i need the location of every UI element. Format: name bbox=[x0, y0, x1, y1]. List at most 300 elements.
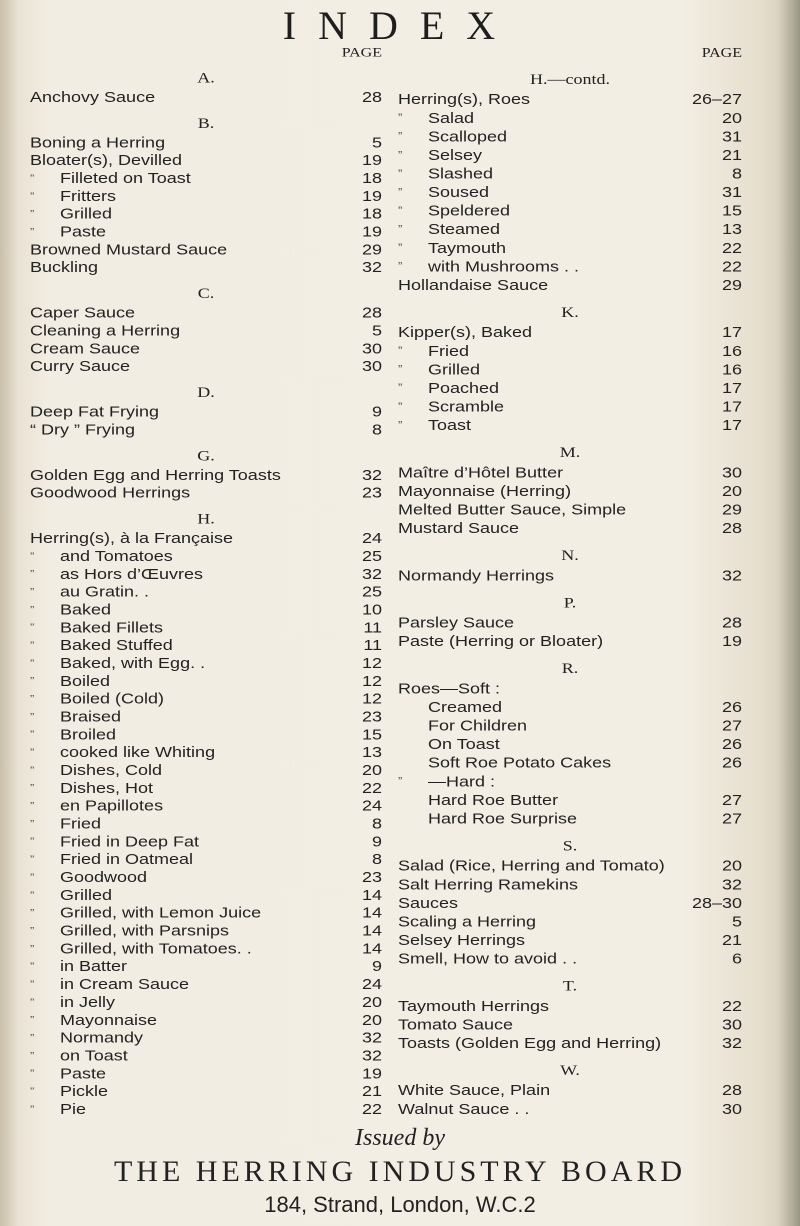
entry-text: Goodwood bbox=[60, 869, 148, 886]
entry-page-number: 32 bbox=[361, 1047, 382, 1064]
index-entry bbox=[398, 856, 742, 875]
entry-page-number: 25 bbox=[361, 583, 382, 600]
entry-text: Buckling bbox=[30, 259, 99, 276]
entry-text: Creamed bbox=[428, 698, 503, 716]
index-entry bbox=[30, 957, 382, 975]
entry-page-number: 30 bbox=[361, 340, 382, 357]
entry-text: Salad bbox=[428, 109, 475, 127]
index-entry bbox=[30, 618, 382, 636]
index-entry bbox=[30, 88, 382, 106]
index-column-left bbox=[30, 46, 382, 1118]
entry-page-number: 16 bbox=[721, 342, 742, 360]
section-letter: P. bbox=[563, 593, 577, 611]
entry-text: Boiled bbox=[60, 672, 111, 690]
index-entry bbox=[30, 258, 382, 276]
entry-page-number: 20 bbox=[721, 109, 742, 127]
ditto-mark: ” bbox=[30, 870, 35, 883]
entry-page-number: 15 bbox=[361, 726, 382, 743]
entry-text: Herring(s), Roes bbox=[398, 90, 531, 108]
section-gap bbox=[398, 828, 742, 835]
index-entry bbox=[398, 146, 742, 165]
entry-text: Grilled, with Parsnips bbox=[60, 922, 230, 939]
entry-text: Hollandaise Sauce bbox=[398, 276, 549, 294]
index-entry bbox=[398, 341, 742, 360]
entry-text: Salad (Rice, Herring and Tomato) bbox=[398, 857, 665, 875]
entry-text: Smell, How to avoid . . bbox=[398, 950, 578, 967]
entry-text: on Toast bbox=[60, 1047, 128, 1064]
entry-page-number: 17 bbox=[721, 397, 742, 415]
entry-text: Grilled bbox=[60, 886, 113, 904]
entry-page-number: 32 bbox=[721, 566, 742, 584]
entry-text: Braised bbox=[60, 708, 122, 725]
index-entry bbox=[30, 1029, 382, 1047]
index-entry bbox=[398, 716, 742, 735]
entry-text: Dishes, Cold bbox=[60, 762, 163, 779]
index-entry bbox=[30, 322, 382, 340]
entry-page-number: 28 bbox=[721, 614, 742, 631]
entry-page-number: 27 bbox=[721, 791, 742, 809]
entry-page-number: 21 bbox=[361, 1083, 382, 1100]
section-letter: C. bbox=[197, 285, 215, 302]
entry-text: Soused bbox=[428, 183, 490, 201]
entry-page-number: 32 bbox=[361, 565, 382, 583]
index-entry bbox=[30, 868, 382, 886]
entry-text: Salt Herring Ramekins bbox=[398, 875, 579, 893]
entry-text: Slashed bbox=[428, 165, 494, 182]
ditto-mark: ” bbox=[398, 418, 403, 431]
entry-text: Dishes, Hot bbox=[60, 779, 154, 797]
ditto-mark: ” bbox=[30, 781, 35, 794]
index-entry bbox=[30, 743, 382, 761]
entry-page-number: 14 bbox=[361, 904, 382, 921]
index-entry bbox=[30, 529, 382, 547]
entry-page-number: 20 bbox=[361, 993, 382, 1011]
index-entry bbox=[30, 886, 382, 904]
entry-text: White Sauce, Plain bbox=[398, 1081, 551, 1099]
entry-page-number: 19 bbox=[361, 1065, 382, 1082]
section-letter: A. bbox=[197, 69, 215, 86]
ditto-mark: ” bbox=[30, 924, 35, 937]
entry-page-number: 16 bbox=[721, 360, 742, 378]
entry-page-number: 17 bbox=[721, 379, 742, 397]
entry-page-number: 5 bbox=[371, 322, 382, 339]
entry-text: Anchovy Sauce bbox=[30, 88, 156, 106]
index-entry bbox=[30, 241, 382, 259]
ditto-mark: ” bbox=[30, 1049, 35, 1062]
entry-text: Melted Butter Sauce, Simple bbox=[398, 500, 627, 518]
index-entry bbox=[30, 583, 382, 601]
entry-text: Scalloped bbox=[428, 127, 508, 145]
entry-page-number: 32 bbox=[361, 259, 382, 276]
index-entry bbox=[30, 797, 382, 815]
entry-page-number: 29 bbox=[361, 241, 382, 258]
index-entry bbox=[398, 996, 742, 1015]
entry-text: Roes—Soft : bbox=[398, 679, 501, 697]
entry-text: Walnut Sauce . . bbox=[398, 1100, 530, 1118]
entry-text: —Hard : bbox=[428, 772, 496, 790]
ditto-mark: ” bbox=[30, 1066, 35, 1080]
entry-page-number: 20 bbox=[361, 1011, 382, 1028]
entry-page-number: 28 bbox=[361, 88, 382, 106]
ditto-mark: ” bbox=[30, 585, 35, 598]
entry-text: Browned Mustard Sauce bbox=[30, 241, 228, 258]
entry-page-number: 23 bbox=[361, 869, 382, 886]
ditto-mark: ” bbox=[30, 817, 35, 830]
index-entry bbox=[30, 726, 382, 744]
entry-page-number: 26 bbox=[721, 735, 742, 753]
section-gap bbox=[398, 968, 742, 975]
entry-text: Speldered bbox=[428, 202, 511, 220]
entry-page-number: 13 bbox=[721, 220, 742, 238]
index-entry bbox=[30, 134, 382, 152]
entry-text: For Children bbox=[428, 717, 528, 734]
entry-text: Kipper(s), Baked bbox=[398, 323, 533, 341]
entry-text: au Gratin. . bbox=[60, 583, 150, 600]
entry-text: cooked like Whiting bbox=[60, 744, 216, 761]
section-gap bbox=[398, 1052, 742, 1059]
entry-text: Deep Fat Frying bbox=[30, 403, 160, 420]
entry-page-number: 12 bbox=[361, 654, 382, 672]
index-entry bbox=[398, 416, 742, 435]
entry-page-number: 19 bbox=[361, 152, 382, 169]
entry-text: in Batter bbox=[60, 958, 128, 975]
entry-page-number: 8 bbox=[731, 165, 742, 182]
entry-text: Goodwood Herrings bbox=[30, 484, 191, 501]
ditto-mark: ” bbox=[30, 799, 35, 812]
entry-text: Pie bbox=[60, 1100, 87, 1118]
index-entry bbox=[398, 735, 742, 754]
index-entry bbox=[398, 698, 742, 717]
section-letter: R. bbox=[561, 659, 579, 677]
entry-page-number: 32 bbox=[721, 875, 742, 893]
index-entry bbox=[30, 357, 382, 375]
entry-page-number: 23 bbox=[361, 708, 382, 725]
entry-text: Golden Egg and Herring Toasts bbox=[30, 466, 281, 484]
entry-page-number: 8 bbox=[371, 815, 382, 832]
entry-page-number: 28 bbox=[721, 1081, 742, 1099]
index-entry bbox=[398, 397, 742, 416]
index-entry bbox=[398, 183, 742, 202]
ditto-mark: ” bbox=[398, 166, 403, 180]
entry-text: Selsey Herrings bbox=[398, 931, 526, 949]
index-entry bbox=[398, 482, 742, 501]
index-entry bbox=[398, 220, 742, 239]
index-entry bbox=[398, 127, 742, 146]
index-entry bbox=[30, 601, 382, 619]
entry-page-number: 14 bbox=[361, 886, 382, 904]
index-entry bbox=[30, 636, 382, 654]
entry-page-number: 11 bbox=[363, 637, 382, 654]
entry-page-number: 30 bbox=[721, 1015, 742, 1033]
index-entry bbox=[30, 779, 382, 797]
ditto-mark: ” bbox=[398, 203, 403, 217]
ditto-mark: ” bbox=[398, 381, 403, 394]
entry-text: Bloater(s), Devilled bbox=[30, 152, 183, 169]
entry-text: Paste (Herring or Bloater) bbox=[398, 632, 604, 650]
index-entry bbox=[398, 90, 742, 109]
entry-page-number: 32 bbox=[361, 1029, 382, 1046]
entry-text: Baked Fillets bbox=[60, 619, 164, 636]
section-letter: N. bbox=[561, 546, 579, 564]
index-entry bbox=[30, 484, 382, 502]
index-entry bbox=[398, 500, 742, 519]
entry-text: Caper Sauce bbox=[30, 304, 136, 321]
ditto-mark: ” bbox=[398, 185, 403, 198]
entry-text: Toasts (Golden Egg and Herring) bbox=[398, 1034, 662, 1052]
entry-page-number: 28 bbox=[721, 519, 742, 537]
entry-page-number: 32 bbox=[721, 1034, 742, 1052]
index-entry bbox=[30, 815, 382, 833]
entry-text: and Tomatoes bbox=[60, 547, 173, 565]
entry-page-number: 5 bbox=[371, 134, 382, 151]
entry-text: Fried bbox=[60, 815, 102, 832]
index-entry bbox=[398, 323, 742, 342]
entry-page-number: 22 bbox=[721, 239, 742, 257]
entry-text: Cream Sauce bbox=[30, 340, 141, 357]
entry-text: Maître d’Hôtel Butter bbox=[398, 463, 564, 481]
index-entry bbox=[398, 679, 742, 698]
entry-page-number: 29 bbox=[721, 276, 742, 294]
entry-text: Parsley Sauce bbox=[398, 614, 515, 631]
index-entry bbox=[398, 238, 742, 257]
entry-page-number: 23 bbox=[361, 484, 382, 501]
entry-text: Steamed bbox=[428, 220, 501, 238]
column-header bbox=[398, 46, 742, 68]
column-header bbox=[30, 46, 382, 67]
index-entry bbox=[398, 519, 742, 538]
ditto-mark: ” bbox=[30, 1102, 35, 1115]
entry-text: Filleted on Toast bbox=[60, 170, 191, 187]
page-shadow-left bbox=[0, 0, 18, 1226]
entry-page-number: 20 bbox=[721, 482, 742, 500]
ditto-mark: ” bbox=[30, 745, 35, 758]
entry-page-number: 18 bbox=[361, 205, 382, 222]
index-entry bbox=[30, 1100, 382, 1118]
entry-page-number: 14 bbox=[361, 940, 382, 957]
entry-text: “ Dry ” Frying bbox=[30, 421, 135, 438]
index-entry bbox=[30, 304, 382, 322]
page-column-label: PAGE bbox=[341, 46, 382, 60]
entry-page-number: 20 bbox=[361, 762, 382, 779]
section-letter: G. bbox=[197, 447, 215, 464]
index-entry bbox=[398, 360, 742, 379]
entry-page-number: 26 bbox=[721, 754, 742, 772]
index-entry bbox=[398, 108, 742, 127]
index-entry bbox=[398, 809, 742, 828]
ditto-mark: ” bbox=[30, 763, 35, 776]
section-gap bbox=[398, 294, 742, 301]
publisher-address: 184, Strand, London, W.C.2 bbox=[264, 1192, 536, 1217]
entry-text: Scramble bbox=[428, 397, 505, 415]
index-entry bbox=[30, 993, 382, 1011]
ditto-mark: ” bbox=[30, 1031, 35, 1044]
index-entry bbox=[30, 205, 382, 223]
entry-page-number: 9 bbox=[371, 958, 382, 975]
index-entry bbox=[30, 833, 382, 851]
index-entry bbox=[30, 421, 382, 439]
entry-text: Grilled bbox=[60, 205, 113, 222]
index-entry bbox=[398, 1034, 742, 1053]
entry-text: Grilled, with Lemon Juice bbox=[60, 904, 262, 921]
entry-page-number: 22 bbox=[361, 1100, 382, 1118]
entry-page-number: 9 bbox=[371, 403, 382, 420]
ditto-mark: ” bbox=[398, 362, 403, 376]
section-letter: S. bbox=[562, 836, 578, 854]
entry-page-number: 17 bbox=[721, 323, 742, 341]
index-title: INDEX bbox=[282, 3, 518, 48]
entry-page-number: 19 bbox=[361, 223, 382, 240]
entry-text: Poached bbox=[428, 379, 500, 397]
section-letter: B. bbox=[197, 114, 215, 132]
entry-text: Toast bbox=[428, 416, 472, 434]
ditto-mark: ” bbox=[30, 995, 35, 1008]
entry-page-number: 18 bbox=[361, 170, 382, 187]
index-entry bbox=[30, 169, 382, 187]
index-column-right bbox=[398, 46, 742, 1118]
index-entry bbox=[30, 547, 382, 565]
index-entry bbox=[30, 940, 382, 958]
index-entry bbox=[398, 276, 742, 295]
ditto-mark: ” bbox=[398, 240, 403, 254]
ditto-mark: ” bbox=[30, 549, 35, 562]
index-entry bbox=[30, 403, 382, 421]
entry-page-number: 14 bbox=[361, 922, 382, 939]
entry-page-number: 12 bbox=[361, 690, 382, 707]
ditto-mark: ” bbox=[30, 638, 35, 651]
index-entry bbox=[30, 904, 382, 922]
entry-page-number: 27 bbox=[721, 809, 742, 827]
ditto-mark: ” bbox=[30, 1013, 35, 1026]
ditto-mark: ” bbox=[398, 774, 403, 788]
index-entry bbox=[30, 975, 382, 993]
section-letter: H. bbox=[197, 510, 215, 527]
index-entry bbox=[398, 632, 742, 651]
ditto-mark: ” bbox=[30, 692, 35, 705]
ditto-mark: ” bbox=[30, 674, 35, 687]
entry-page-number: 15 bbox=[721, 202, 742, 220]
entry-text: On Toast bbox=[428, 735, 500, 753]
entry-page-number: 25 bbox=[361, 547, 382, 565]
entry-page-number: 12 bbox=[361, 672, 382, 690]
ditto-mark: ” bbox=[398, 222, 403, 236]
index-entry bbox=[398, 1081, 742, 1100]
index-entry bbox=[398, 931, 742, 950]
entry-text: as Hors d’Œuvres bbox=[60, 565, 204, 583]
entry-page-number: 29 bbox=[721, 500, 742, 518]
index-entry bbox=[30, 922, 382, 940]
ditto-mark: ” bbox=[398, 148, 403, 161]
entry-page-number: 21 bbox=[721, 931, 742, 949]
index-entry bbox=[398, 463, 742, 482]
entry-text: Paste bbox=[60, 1065, 107, 1082]
entry-page-number: 32 bbox=[361, 466, 382, 484]
entry-page-number: 31 bbox=[721, 183, 742, 201]
section-gap bbox=[398, 585, 742, 592]
entry-text: in Cream Sauce bbox=[60, 976, 190, 993]
index-entry bbox=[398, 1099, 742, 1118]
ditto-mark: ” bbox=[30, 959, 35, 973]
entry-text: Baked Stuffed bbox=[60, 637, 173, 654]
section-gap bbox=[398, 650, 742, 657]
entry-text: Baked bbox=[60, 601, 112, 618]
ditto-mark: ” bbox=[30, 603, 35, 616]
index-entry bbox=[30, 708, 382, 726]
entry-page-number: 26–27 bbox=[691, 90, 742, 108]
entry-page-number: 28 bbox=[361, 304, 382, 321]
index-entry bbox=[398, 772, 742, 791]
entry-page-number: 5 bbox=[731, 912, 742, 930]
index-entry bbox=[30, 565, 382, 583]
entry-text: Hard Roe Butter bbox=[428, 791, 559, 809]
ditto-mark: ” bbox=[398, 129, 403, 143]
entry-text: Boiled (Cold) bbox=[60, 690, 165, 707]
entry-page-number: 24 bbox=[361, 797, 382, 814]
entry-text: Selsey bbox=[428, 146, 483, 164]
ditto-mark: ” bbox=[30, 225, 35, 238]
index-entry bbox=[30, 1064, 382, 1082]
index-entry bbox=[30, 850, 382, 868]
entry-page-number: 17 bbox=[721, 416, 742, 434]
entry-page-number: 19 bbox=[721, 632, 742, 650]
section-letter: W. bbox=[560, 1061, 580, 1079]
entry-text: Soft Roe Potato Cakes bbox=[428, 754, 612, 772]
entry-text: Mayonnaise bbox=[60, 1011, 158, 1028]
entry-text: Curry Sauce bbox=[30, 358, 131, 375]
entry-text: Fried bbox=[428, 342, 470, 360]
ditto-mark: ” bbox=[398, 399, 403, 413]
entry-page-number: 9 bbox=[371, 833, 382, 850]
entry-text: Taymouth Herrings bbox=[398, 997, 550, 1015]
entry-text: Normandy Herrings bbox=[398, 566, 555, 584]
index-entry bbox=[30, 761, 382, 779]
index-entry bbox=[398, 912, 742, 931]
ditto-mark: ” bbox=[398, 343, 403, 357]
ditto-mark: ” bbox=[30, 567, 35, 580]
entry-text: Pickle bbox=[60, 1083, 109, 1100]
index-entry bbox=[30, 672, 382, 690]
section-gap bbox=[398, 434, 742, 441]
entry-page-number: 22 bbox=[721, 997, 742, 1015]
entry-page-number: 30 bbox=[361, 358, 382, 375]
index-entry bbox=[398, 164, 742, 183]
index-entry bbox=[398, 875, 742, 894]
page-column-label: PAGE bbox=[701, 46, 742, 61]
section-letter: M. bbox=[559, 443, 581, 461]
ditto-mark: ” bbox=[30, 977, 35, 990]
entry-page-number: 26 bbox=[721, 698, 742, 716]
entry-text: Sauces bbox=[398, 894, 459, 912]
ditto-mark: ” bbox=[30, 906, 35, 919]
entry-page-number: 8 bbox=[371, 421, 382, 438]
entry-text: Mustard Sauce bbox=[398, 519, 520, 537]
entry-text: Paste bbox=[60, 223, 107, 240]
entry-text: Tomato Sauce bbox=[398, 1015, 514, 1033]
index-entry bbox=[398, 257, 742, 276]
entry-text: Fried in Deep Fat bbox=[60, 833, 200, 850]
ditto-mark: ” bbox=[398, 259, 403, 273]
index-entry bbox=[30, 466, 382, 484]
section-gap bbox=[398, 537, 742, 544]
ditto-mark: ” bbox=[30, 727, 35, 741]
index-entry bbox=[30, 1082, 382, 1100]
index-entry bbox=[30, 151, 382, 169]
entry-text: Grilled bbox=[428, 360, 481, 378]
entry-page-number: 30 bbox=[721, 463, 742, 481]
index-entry bbox=[398, 753, 742, 772]
entry-text: Fritters bbox=[60, 187, 116, 205]
entry-text: Scaling a Herring bbox=[398, 912, 537, 930]
section-letter: T. bbox=[562, 977, 578, 994]
